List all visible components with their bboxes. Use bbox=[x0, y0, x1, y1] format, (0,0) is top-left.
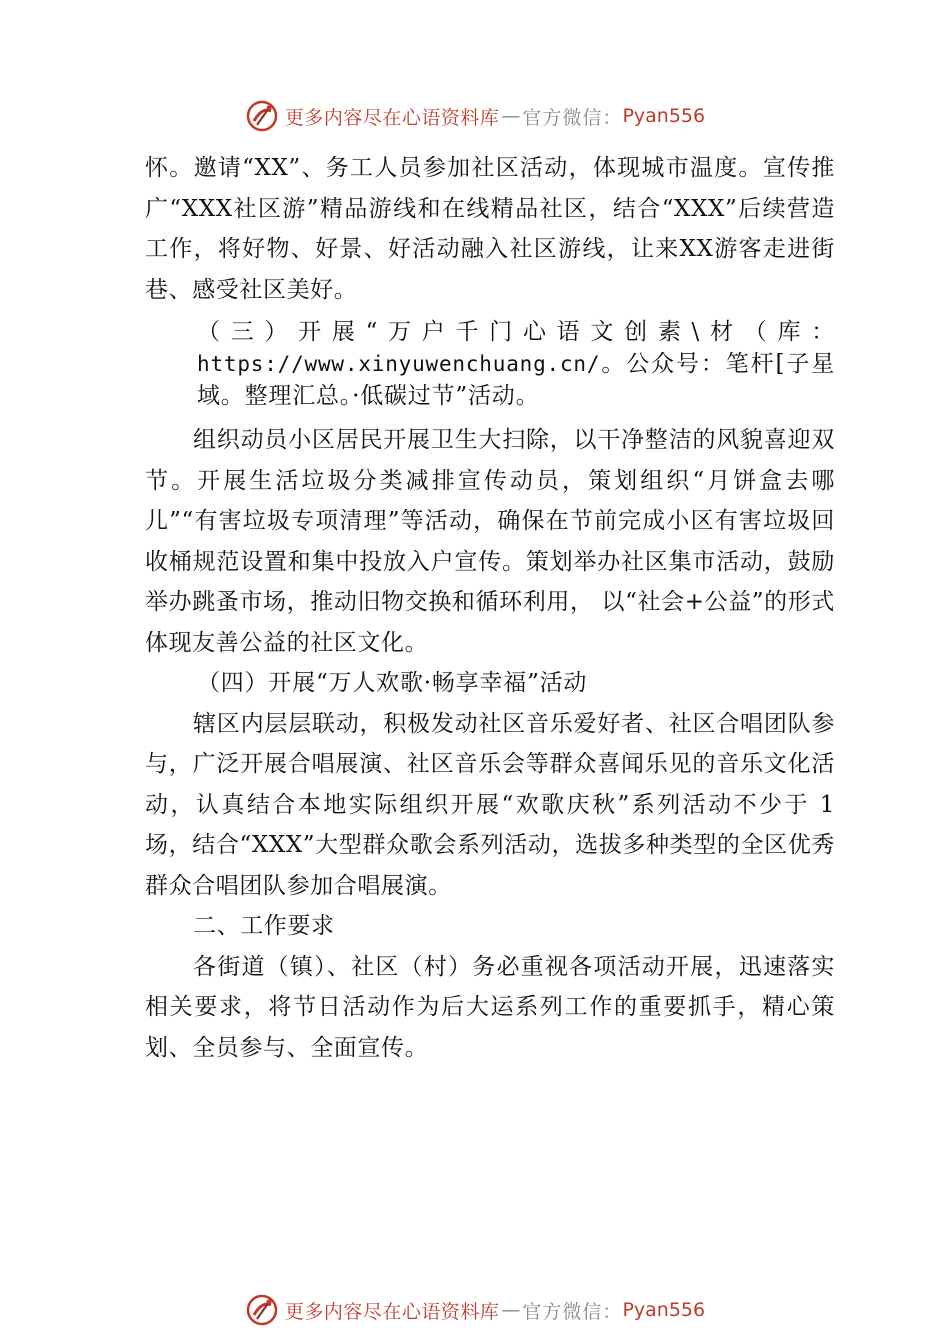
paragraph-low-carbon: 组织动员小区居民开展卫生大扫除，以干净整洁的风貌喜迎双节。开展生活垃圾分类减排宣传动员，策划组织“月饼盒去哪儿”“有害垃圾专项清理”等活动，确保在节前完成小区有害垃圾回收桶规范设置和集中投放入户宣传。策划举办社区集市活动，鼓励举办跳蚤市场，推动旧物交换和循环利用， 以“社会+公益”的形式体现友善公益的社区文化。 bbox=[145, 427, 835, 656]
banner-wechat-label: 官方微信： bbox=[522, 106, 623, 129]
section-heading-3-text: （三）开展“万户千门心语文创素\材（库： bbox=[197, 319, 835, 345]
header-banner bbox=[0, 96, 950, 136]
banner-main-text: 更多内容尽在心语资料库 bbox=[284, 1300, 500, 1323]
section-heading-4: （四）开展“万人欢歌·畅享幸福”活动 bbox=[197, 670, 588, 696]
paragraph-requirements: 各街道（镇）、社区（村）务必重视各项活动开展，迅速落实相关要求，将节日活动作为后大运系列工作的重要抓手，精心策划、全员参与、全面宣传。 bbox=[145, 953, 835, 1061]
banner-wechat-id: Pyan556 bbox=[622, 1299, 706, 1321]
paragraph-continued: 怀。邀请“XX”、务工人员参加社区活动，体现城市温度。宣传推广“XXX社区游”精品游线和在线精品社区，结合“XXX”后续营造工作，将好物、好景、好活动融入社区游线，让来XX游客走进街巷、感受社区美好。 bbox=[145, 155, 835, 303]
url-link[interactable]: https://www.xinyuwenchuang.cn/ bbox=[197, 352, 601, 376]
banner-wechat-id: Pyan556 bbox=[622, 105, 706, 127]
section-heading-requirements: 二、工作要求 bbox=[193, 913, 335, 939]
paragraph-singing: 辖区内层层联动，积极发动社区音乐爱好者、社区合唱团队参与，广泛开展合唱展演、社区音乐会等群众喜闻乐见的音乐文化活动，认真结合本地实际组织开展“欢歌庆秋”系列活动不少于 1 场，结合“XXX”大型群众歌会系列活动，选拔多种类型的全区优秀群众合唱团队参加合唱展演。 bbox=[145, 710, 835, 899]
section-heading-3-tail: 。公众号：笔杆[子星域。整理汇总。·低碳过节”活动。 bbox=[197, 351, 835, 409]
xinyu-logo-icon bbox=[245, 1293, 279, 1327]
banner-dash: — bbox=[501, 1299, 521, 1321]
document-body bbox=[145, 148, 835, 1068]
banner-main-text: 更多内容尽在心语资料库 bbox=[284, 106, 500, 129]
section-heading-3 bbox=[145, 316, 835, 412]
footer-banner bbox=[0, 1290, 950, 1330]
banner-wechat-label: 官方微信： bbox=[522, 1300, 623, 1323]
banner-dash: — bbox=[501, 105, 521, 127]
xinyu-logo-icon bbox=[245, 99, 279, 133]
